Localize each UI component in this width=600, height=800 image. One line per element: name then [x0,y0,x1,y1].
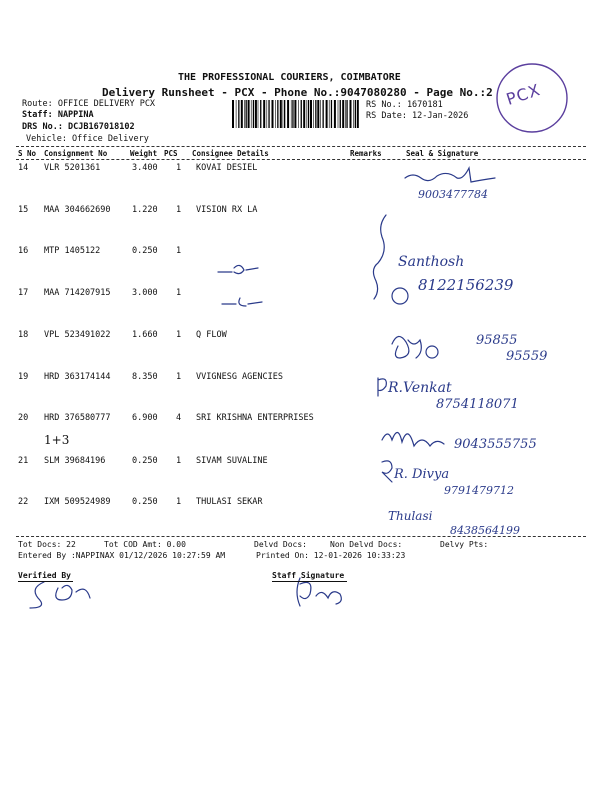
non-delvd-docs: Non Delvd Docs: [330,540,403,549]
staff-signature-label: Staff Signature [272,571,345,580]
row-consignee: VVIGNESG AGENCIES [196,372,283,382]
delvd-docs: Delvd Docs: [254,540,307,549]
printed-on: Printed On: 12-01-2026 10:33:23 [256,551,406,560]
row-consignment: VLR 5201361 [44,163,101,173]
row-consignee: Q FLOW [196,330,227,340]
col-consignment: Consignment No [44,149,108,158]
header-rule-top [16,146,586,147]
row-sno: 22 [18,497,29,507]
sig-r18-b: 95559 [506,349,548,364]
row-pcs: 1 [176,330,182,340]
row-consignment: VPL 523491022 [44,330,111,340]
row-consignment: HRD 363174144 [44,372,111,382]
col-weight: Weight [130,149,158,158]
sig-r19-name: R.Venkat [388,380,452,396]
col-sno: S No [18,149,37,158]
sig-r14: 9003477784 [418,188,488,201]
sig-r19-phone: 8754118071 [436,397,519,412]
tot-docs: Tot Docs: 22 [18,540,76,549]
row-consignment: MTP 1405122 [44,246,101,256]
row-sno: 21 [18,456,29,466]
row-consignee: KOVAI DESIEL [196,163,258,173]
row-weight: 8.350 [132,372,158,382]
runsheet-title: Delivery Runsheet - PCX - Phone No.:9047080280 - Page No.:2 [102,86,493,99]
row-consignment: SLM 39684196 [44,456,106,466]
row-pcs: 1 [176,163,182,173]
row-pcs: 1 [176,288,182,298]
staff-name: Staff: NAPPINA [22,110,94,120]
row-weight: 6.900 [132,413,158,423]
col-pcs: PCS [164,149,178,158]
sig-r21-name: R. Divya [394,467,450,482]
row-sno: 18 [18,330,29,340]
sig-r18-a: 95855 [476,333,518,348]
row-consignee: SIVAM SUVALINE [196,456,268,466]
row-weight: 3.000 [132,288,158,298]
drs-number: DRS No.: DCJB167018102 [22,122,135,132]
row-consignee: VISION RX LA [196,205,258,215]
row-weight: 0.250 [132,497,158,507]
row-consignment: IXM 509524989 [44,497,111,507]
row-pcs: 1 [176,497,182,507]
row-sno: 19 [18,372,29,382]
rs-date: RS Date: 12-Jan-2026 [366,111,469,121]
delvy-pts: Delvy Pts: [440,540,489,549]
row-handwritten-note: 1+3 [44,433,70,447]
col-seal: Seal & Signature [406,149,479,158]
sig-r21-phone: 9791479712 [444,484,514,497]
company-name: THE PROFESSIONAL COURIERS, COIMBATORE [178,72,401,83]
row-pcs: 4 [176,413,182,423]
col-consignee: Consignee Details [192,149,269,158]
row-weight: 3.400 [132,163,158,173]
vehicle: Vehicle: Office Delivery [26,134,149,144]
sig-r22-name: Thulasi [388,509,433,523]
row-pcs: 1 [176,246,182,256]
row-weight: 0.250 [132,246,158,256]
row-consignment: MAA 714207915 [44,288,111,298]
verified-by-line [18,581,73,582]
tot-cod: Tot COD Amt: 0.00 [104,540,186,549]
footer-rule [16,536,586,537]
row-consignment: MAA 304662690 [44,205,111,215]
sig-r20-phone: 9043555755 [454,437,537,452]
row-sno: 14 [18,163,29,173]
row-weight: 0.250 [132,456,158,466]
route: Route: OFFICE DELIVERY PCX [22,99,156,109]
row-consignee: THULASI SEKAR [196,497,263,507]
staff-signature-line [272,581,347,582]
verified-by-label: Verified By [18,571,71,580]
stamp-text: PCX [503,80,543,109]
row-weight: 1.660 [132,330,158,340]
row-consignee: SRI KRISHNA ENTERPRISES [196,413,314,423]
sig-r16-17-phone: 8122156239 [418,276,514,294]
row-weight: 1.220 [132,205,158,215]
row-consignment: HRD 376580777 [44,413,111,423]
barcode [232,100,362,128]
row-sno: 17 [18,288,29,298]
row-sno: 15 [18,205,29,215]
sig-r22-phone: 8438564199 [450,524,520,537]
row-pcs: 1 [176,456,182,466]
sig-r16-17-name: Santhosh [398,254,465,270]
row-pcs: 1 [176,372,182,382]
rs-number: RS No.: 1670181 [366,100,443,110]
header-rule-bottom [16,159,586,160]
entered-by: Entered By :NAPPINAX 01/12/2026 10:27:59 AM [18,551,226,560]
row-sno: 16 [18,246,29,256]
row-pcs: 1 [176,205,182,215]
col-remarks: Remarks [350,149,382,158]
row-sno: 20 [18,413,29,423]
